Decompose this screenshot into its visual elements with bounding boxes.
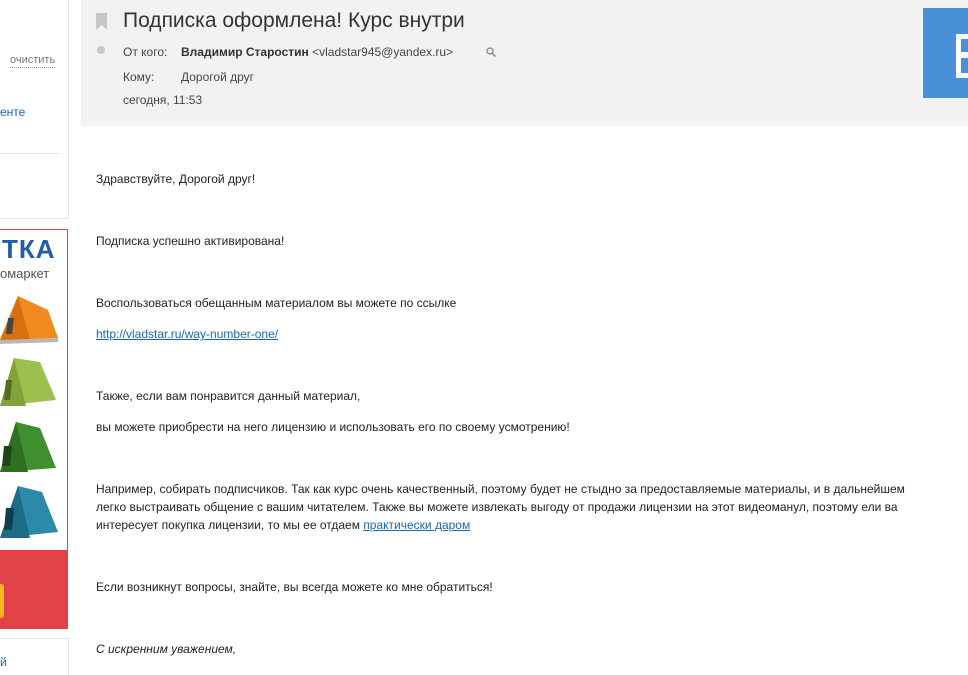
left-sidebar — [0, 0, 70, 674]
body-greeting: Здравствуйте, Дорогой друг! — [96, 172, 256, 186]
body-also-2: вы можете приобрести на него лицензию и использовать его по своему усмотрению! — [96, 420, 570, 434]
divider — [0, 153, 59, 154]
sidebar-bottom-panel — [0, 638, 69, 675]
recipient[interactable]: Дорогой друг — [181, 70, 255, 84]
search-icon[interactable] — [486, 47, 496, 57]
material-link[interactable]: http://vladstar.ru/way-number-one/ — [96, 327, 279, 341]
ad-subtitle: омаркет — [0, 266, 50, 281]
body-regards: С искренним уважением, — [96, 642, 237, 656]
from-label: От кого: — [123, 45, 168, 59]
light-green-tent-image — [0, 350, 68, 412]
ad-title: ТКА — [2, 234, 56, 264]
bookmark-icon[interactable] — [96, 13, 107, 30]
to-label: Кому: — [123, 70, 155, 84]
message-date: сегодня, 11:53 — [123, 93, 203, 107]
ad-button[interactable] — [0, 584, 4, 618]
unread-dot-icon[interactable] — [97, 46, 105, 54]
body-activated: Подписка успешно активирована! — [96, 234, 285, 248]
sender-avatar[interactable] — [923, 8, 968, 98]
material-link-line — [96, 325, 278, 343]
body-example-3 — [96, 516, 470, 534]
teal-tent-image — [0, 480, 68, 544]
orange-tent-image — [0, 288, 68, 348]
clear-link[interactable]: очистить — [10, 54, 56, 66]
ad-red-block — [0, 550, 68, 629]
sidebar-filter-panel — [0, 0, 69, 219]
body-example-3-text: интересует покупка лицензии, то мы ее отдаем — [96, 518, 360, 532]
body-questions: Если возникнут вопросы, знайте, вы всегда можете ко мне обратиться! — [96, 580, 493, 594]
sender[interactable] — [181, 44, 453, 60]
sender-email[interactable]: <vladstar945@yandex.ru> — [312, 45, 454, 59]
sender-name[interactable]: Владимир Старостин — [181, 45, 309, 59]
body-example-1: Например, собирать подписчиков. Так как курс очень качественный, поэтому будет не стыдно за предоставляемые материалы, и в дальнейшем — [96, 482, 905, 496]
body-example-2: легко выстраивать общение с вашим читателем. Также вы можете извлекать выгоду от продажи лицензии на этот видеоманул, поэтому ели ва — [96, 500, 898, 514]
message-subject: Подписка оформлена! Курс внутри — [123, 9, 465, 32]
body-use-material: Воспользоваться обещанным материалом вы можете по ссылке — [96, 296, 457, 310]
sidebar-bottom-link[interactable]: й — [0, 655, 7, 669]
dark-green-tent-image — [0, 416, 68, 478]
ad-banner[interactable] — [0, 229, 68, 629]
sidebar-link[interactable]: енте — [0, 105, 26, 119]
body-also-1: Также, если вам понравится данный материал, — [96, 389, 361, 403]
avatar-letter-icon — [923, 8, 968, 98]
free-link[interactable]: практически даром — [363, 518, 471, 532]
